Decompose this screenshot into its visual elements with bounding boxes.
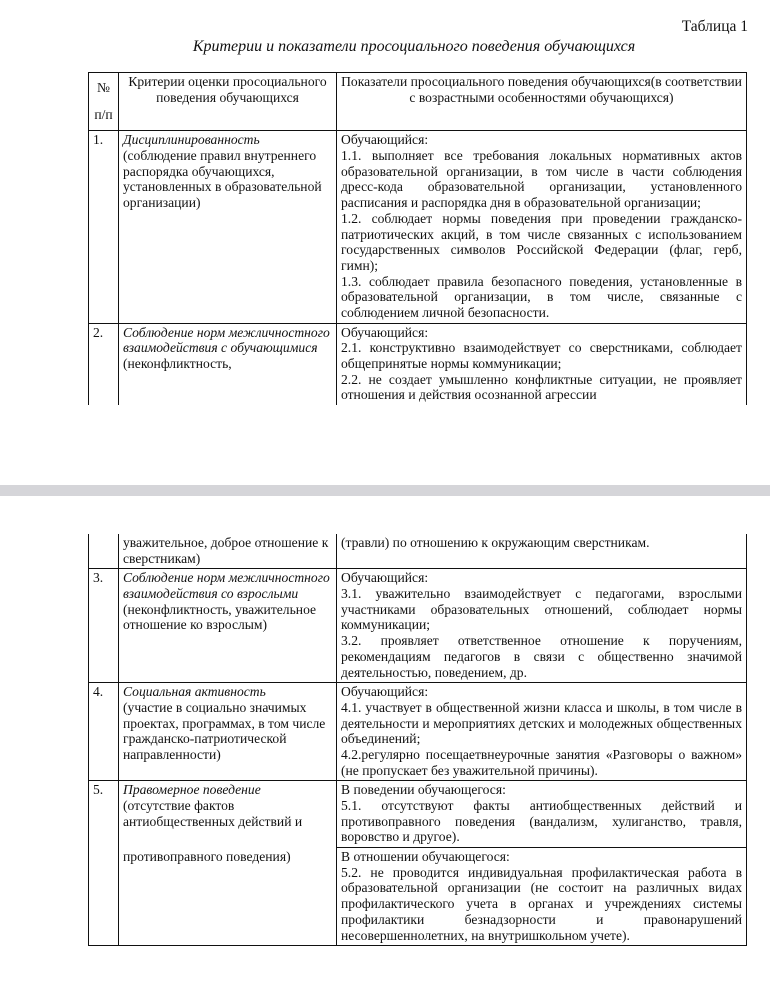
row-indicator-cell-continued xyxy=(337,534,747,569)
row-number-cell: 3. xyxy=(89,569,119,683)
indicator-intro: Обучающийся: xyxy=(341,324,429,340)
table-page-two-wrapper xyxy=(88,534,746,946)
criteria-table-part-two xyxy=(88,534,747,946)
indicator-item: 1.3. соблюдает правила безопасного поведения, установленные в образовательной организации, в том числе, связанные с соблюдением личной безопасности. xyxy=(341,273,742,320)
row-number-cell: 5. xyxy=(89,781,119,848)
indicator-item: 1.2. соблюдает нормы поведения при проведении гражданско-патриотических акций, в том числе связанных с использованием государственных символов Российской Федерации (флаг, герб, гимн); xyxy=(341,210,742,273)
row-indicator-cell-continued xyxy=(337,848,747,946)
indicator-intro: Обучающийся: xyxy=(341,570,429,586)
table-number-label: Таблица 1 xyxy=(681,18,748,35)
criteria-table-part-one xyxy=(88,72,747,405)
indicator-item: 5.1. отсутствуют факты антиобщественных действий и противоправного поведения (вандализм, хулиганство, травля, воровство и другое). xyxy=(341,798,742,845)
row-number-cell: 1. xyxy=(89,131,119,323)
row-indicator-cell xyxy=(337,323,747,405)
row-criterion-cell xyxy=(119,131,337,323)
header-number-line2: п/п xyxy=(94,107,113,123)
indicator-item: 1.1. выполняет все требования локальных нормативных актов образовательной организации, в том числе в части соблюдения дресс-кода образовательной организации, установленного расписания и распорядка дня в образовательной организации; xyxy=(341,148,742,211)
indicator-item: 5.2. не проводится индивидуальная профилактическая работа в образовательной организации (не состоит на различных видах профилактического учета в органах и учреждениях системы профилактики безнадзорности и правонарушений несовершеннолетних, на внутришкольном учете). xyxy=(341,864,742,943)
row-criterion-cell xyxy=(119,781,337,848)
header-cell-indicators: Показатели просоциального поведения обучающихся(в соответствии с возрастными особенностями обучающихся) xyxy=(337,73,747,131)
table-page-one-wrapper xyxy=(88,72,746,405)
indicator-intro-second: В отношении обучающегося: xyxy=(341,849,510,865)
header-cell-number xyxy=(89,73,119,131)
page-title: Критерии и показатели просоциального поведения обучающихся xyxy=(192,38,636,55)
row-indicator-cell xyxy=(337,569,747,683)
row-number-cell-empty xyxy=(89,848,119,946)
row-indicator-cell xyxy=(337,131,747,323)
document-page-one xyxy=(0,0,770,485)
table-row xyxy=(89,569,747,683)
criterion-description: (участие в социально значимых проектах, программах, в том числе гражданско-патриотической направленности) xyxy=(123,699,326,762)
header-number-line1: № xyxy=(97,80,110,95)
table-row xyxy=(89,781,747,848)
criterion-description: (неконфликтность, уважительное отношение ко взрослым) xyxy=(123,601,317,633)
row-number-cell-empty xyxy=(89,534,119,569)
table-row xyxy=(89,323,747,405)
table-row-continued xyxy=(89,534,747,569)
indicator-item: 4.1. участвует в общественной жизни класса и школы, в том числе в деятельности и мероприятиях детских и молодежных общественных объединений; xyxy=(341,699,742,747)
row-criterion-cell-continued xyxy=(119,534,337,569)
page-break-separator xyxy=(0,485,770,496)
criterion-title: Социальная активность xyxy=(123,684,266,700)
indicator-intro: В поведении обучающегося: xyxy=(341,782,506,798)
table-header-row xyxy=(89,73,747,131)
row-criterion-cell-continued xyxy=(119,848,337,946)
criterion-description-continued: уважительное, доброе отношение к сверстникам) xyxy=(123,535,329,566)
table-row xyxy=(89,131,747,323)
indicator-intro: Обучающийся: xyxy=(341,132,429,148)
header-cell-criteria: Критерии оценки просоциального поведения обучающихся xyxy=(119,73,337,131)
row-number-cell: 2. xyxy=(89,323,119,405)
criterion-title: Правомерное поведение xyxy=(123,782,261,798)
criterion-description-continued: противоправного поведения) xyxy=(123,848,291,864)
indicator-item: 4.2.регулярно посещаетвнеурочные занятия «Разговоры о важном» (не пропускает без уважительной причины). xyxy=(341,746,742,778)
row-criterion-cell xyxy=(119,323,337,405)
indicator-item: 2.2. не создает умышленно конфликтные ситуации, не проявляет отношения и действия осознанной агрессии xyxy=(341,371,742,403)
criterion-description: (отсутствие фактов антиобщественных действий и xyxy=(123,798,303,829)
criterion-title: Дисциплинированность xyxy=(123,132,260,148)
criterion-title: Соблюдение норм межличностного взаимодействия со взрослыми xyxy=(123,570,330,602)
row-indicator-cell xyxy=(337,683,747,781)
criterion-title: Соблюдение норм межличностного взаимодействия с обучающимися xyxy=(123,324,330,356)
table-row-continued xyxy=(89,848,747,946)
criterion-description: (соблюдение правил внутреннего распорядка обучающихся, установленных в образовательной организации) xyxy=(123,148,322,211)
indicator-item: 3.2. проявляет ответственное отношение к поручениям, рекомендациям педагогов в связи с общественно значимой деятельностью, поведением, др. xyxy=(341,633,742,680)
indicator-intro: Обучающийся: xyxy=(341,684,429,700)
row-number-cell: 4. xyxy=(89,683,119,781)
document-page-two xyxy=(0,496,770,1008)
indicator-item-continued: (травли) по отношению к окружающим сверстникам. xyxy=(341,535,650,550)
table-row xyxy=(89,683,747,781)
indicator-item: 2.1. конструктивно взаимодействует со сверстниками, соблюдает общепринятые нормы коммуникации; xyxy=(341,340,742,371)
criterion-description: (неконфликтность, xyxy=(123,356,232,371)
row-indicator-cell xyxy=(337,781,747,848)
row-criterion-cell xyxy=(119,683,337,781)
row-criterion-cell xyxy=(119,569,337,683)
indicator-item: 3.1. уважительно взаимодействует с педагогами, взрослыми участниками образовательных отношений, соблюдает нормы коммуникации; xyxy=(341,586,742,633)
